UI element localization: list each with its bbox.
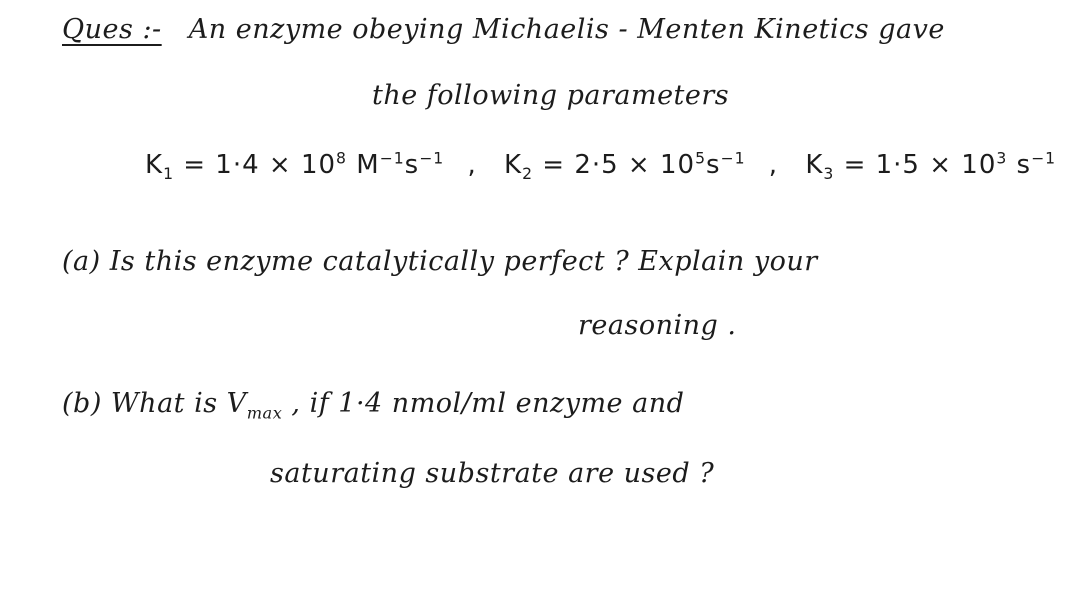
question-text-2: the following parameters [372, 80, 730, 111]
part-a-line-2 [578, 310, 736, 341]
k2-parameter: $K_2 = 2\cdot 5 \times 10^5s^{-1}$ [504, 149, 746, 184]
question-label: Ques :- [62, 14, 162, 45]
question-line-2 [372, 80, 729, 111]
vmax-subscript: max [246, 403, 283, 423]
parameters-line [145, 149, 1057, 184]
part-a-text-2: reasoning . [578, 310, 737, 341]
part-b-line-2 [270, 458, 714, 489]
part-b-text-2: saturating substrate are used ? [270, 458, 715, 489]
part-a-text-1: (a) Is this enzyme catalytically perfect ? Explain your [62, 246, 818, 277]
part-a-line-1 [62, 246, 818, 277]
part-b-line-1 [62, 388, 685, 423]
question-text-1: An enzyme obeying Michaelis - Menten Kinetics gave [188, 14, 945, 45]
separator-1: , [467, 150, 477, 180]
part-b-text-1b: , if 1·4 nmol/ml enzyme and [282, 388, 685, 419]
question-line-1 [62, 14, 945, 45]
k1-parameter: $K_1 = 1\cdot 4 \times 10^8$ $M^{-1}s^{-1}$ [145, 149, 445, 184]
k3-parameter: $K_3 = 1\cdot 5 \times 10^3$ $s^{-1}$ [805, 149, 1057, 184]
part-b-text-1a: (b) What is V [62, 388, 247, 419]
separator-2: , [768, 150, 779, 180]
